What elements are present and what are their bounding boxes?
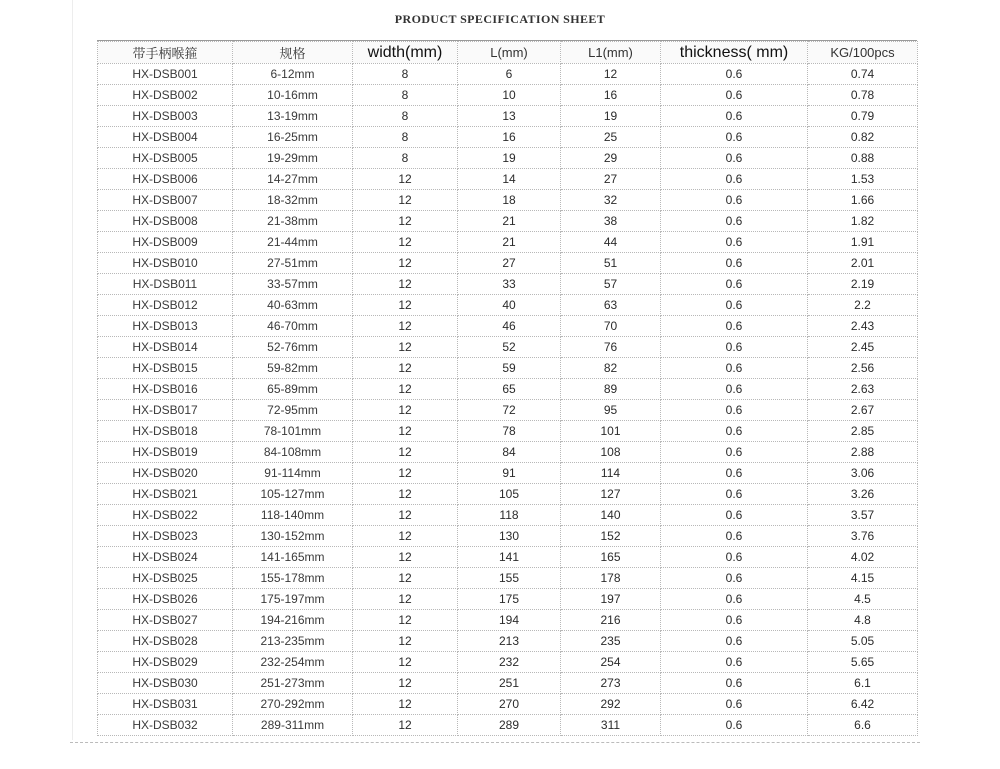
cell-l: 289 — [458, 715, 561, 736]
cell-l1: 235 — [561, 631, 661, 652]
cell-weight: 1.91 — [808, 232, 918, 253]
table-row — [98, 484, 918, 505]
header-product: 带手柄喉箍 — [98, 42, 233, 64]
cell-l1: 127 — [561, 484, 661, 505]
cell-weight: 2.56 — [808, 358, 918, 379]
cell-width: 12 — [353, 526, 458, 547]
cell-l: 72 — [458, 400, 561, 421]
cell-spec: 19-29mm — [233, 148, 353, 169]
cell-model: HX-DSB011 — [98, 274, 233, 295]
cell-thickness: 0.6 — [661, 106, 808, 127]
cell-l: 78 — [458, 421, 561, 442]
cell-weight: 2.43 — [808, 316, 918, 337]
cell-l: 251 — [458, 673, 561, 694]
cell-width: 12 — [353, 505, 458, 526]
cell-l1: 82 — [561, 358, 661, 379]
cell-l1: 51 — [561, 253, 661, 274]
cell-weight: 4.02 — [808, 547, 918, 568]
cell-thickness: 0.6 — [661, 253, 808, 274]
cell-l: 52 — [458, 337, 561, 358]
cell-l1: 25 — [561, 127, 661, 148]
cell-spec: 175-197mm — [233, 589, 353, 610]
cell-spec: 40-63mm — [233, 295, 353, 316]
header-row — [98, 42, 918, 64]
cell-weight: 6.1 — [808, 673, 918, 694]
cell-l: 21 — [458, 211, 561, 232]
cell-model: HX-DSB031 — [98, 694, 233, 715]
cell-l1: 95 — [561, 400, 661, 421]
cell-width: 12 — [353, 400, 458, 421]
cell-width: 12 — [353, 442, 458, 463]
cell-thickness: 0.6 — [661, 652, 808, 673]
cell-l1: 19 — [561, 106, 661, 127]
cell-l: 6 — [458, 64, 561, 85]
cell-weight: 0.79 — [808, 106, 918, 127]
cell-l: 91 — [458, 463, 561, 484]
cell-model: HX-DSB010 — [98, 253, 233, 274]
cell-model: HX-DSB030 — [98, 673, 233, 694]
cell-thickness: 0.6 — [661, 694, 808, 715]
cell-width: 8 — [353, 127, 458, 148]
header-width: width(mm) — [353, 42, 458, 64]
cell-spec: 130-152mm — [233, 526, 353, 547]
cell-thickness: 0.6 — [661, 610, 808, 631]
cell-width: 12 — [353, 484, 458, 505]
cell-thickness: 0.6 — [661, 64, 808, 85]
cell-weight: 3.26 — [808, 484, 918, 505]
table-row — [98, 694, 918, 715]
cell-weight: 0.78 — [808, 85, 918, 106]
cell-spec: 33-57mm — [233, 274, 353, 295]
cell-width: 12 — [353, 232, 458, 253]
cell-thickness: 0.6 — [661, 589, 808, 610]
cell-width: 12 — [353, 421, 458, 442]
cell-model: HX-DSB016 — [98, 379, 233, 400]
cell-l: 59 — [458, 358, 561, 379]
cell-thickness: 0.6 — [661, 295, 808, 316]
cell-l: 84 — [458, 442, 561, 463]
cell-l: 13 — [458, 106, 561, 127]
table-row — [98, 127, 918, 148]
cell-width: 8 — [353, 85, 458, 106]
cell-l1: 178 — [561, 568, 661, 589]
header-spec: 规格 — [233, 42, 353, 64]
cell-spec: 194-216mm — [233, 610, 353, 631]
table-row — [98, 85, 918, 106]
cell-l1: 311 — [561, 715, 661, 736]
cell-l1: 165 — [561, 547, 661, 568]
cell-l1: 44 — [561, 232, 661, 253]
header-l: L(mm) — [458, 42, 561, 64]
cell-spec: 105-127mm — [233, 484, 353, 505]
table-row — [98, 64, 918, 85]
cell-spec: 10-16mm — [233, 85, 353, 106]
table-row — [98, 232, 918, 253]
cell-l: 141 — [458, 547, 561, 568]
cell-width: 12 — [353, 316, 458, 337]
cell-spec: 141-165mm — [233, 547, 353, 568]
cell-thickness: 0.6 — [661, 463, 808, 484]
cell-l1: 273 — [561, 673, 661, 694]
cell-l: 46 — [458, 316, 561, 337]
cell-weight: 0.88 — [808, 148, 918, 169]
cell-l1: 292 — [561, 694, 661, 715]
cell-model: HX-DSB025 — [98, 568, 233, 589]
cell-width: 12 — [353, 379, 458, 400]
cell-thickness: 0.6 — [661, 232, 808, 253]
cell-weight: 1.66 — [808, 190, 918, 211]
cell-l: 16 — [458, 127, 561, 148]
cell-weight: 4.5 — [808, 589, 918, 610]
cell-width: 12 — [353, 463, 458, 484]
table-row — [98, 715, 918, 736]
cell-l: 40 — [458, 295, 561, 316]
cell-spec: 52-76mm — [233, 337, 353, 358]
cell-l: 19 — [458, 148, 561, 169]
table-row — [98, 274, 918, 295]
cell-thickness: 0.6 — [661, 484, 808, 505]
cell-width: 12 — [353, 211, 458, 232]
cell-thickness: 0.6 — [661, 631, 808, 652]
cell-thickness: 0.6 — [661, 421, 808, 442]
cell-l1: 70 — [561, 316, 661, 337]
cell-weight: 2.01 — [808, 253, 918, 274]
cell-spec: 270-292mm — [233, 694, 353, 715]
cell-weight: 4.15 — [808, 568, 918, 589]
table-row — [98, 295, 918, 316]
cell-model: HX-DSB004 — [98, 127, 233, 148]
cell-l: 65 — [458, 379, 561, 400]
table-row — [98, 358, 918, 379]
cell-weight: 6.42 — [808, 694, 918, 715]
table-row — [98, 463, 918, 484]
cell-l1: 76 — [561, 337, 661, 358]
table-row — [98, 253, 918, 274]
cell-thickness: 0.6 — [661, 211, 808, 232]
cell-l1: 216 — [561, 610, 661, 631]
cell-width: 12 — [353, 295, 458, 316]
cell-l1: 57 — [561, 274, 661, 295]
cell-spec: 78-101mm — [233, 421, 353, 442]
table-row — [98, 505, 918, 526]
sheet-title: PRODUCT SPECIFICATION SHEET — [394, 12, 606, 26]
cell-thickness: 0.6 — [661, 190, 808, 211]
cell-l1: 63 — [561, 295, 661, 316]
table-row — [98, 379, 918, 400]
cell-model: HX-DSB026 — [98, 589, 233, 610]
table-row — [98, 106, 918, 127]
cell-weight: 6.6 — [808, 715, 918, 736]
bottom-dashed-line — [70, 742, 920, 743]
cell-spec: 118-140mm — [233, 505, 353, 526]
cell-model: HX-DSB020 — [98, 463, 233, 484]
cell-thickness: 0.6 — [661, 274, 808, 295]
header-thickness: thickness( mm) — [661, 42, 808, 64]
cell-model: HX-DSB018 — [98, 421, 233, 442]
cell-spec: 84-108mm — [233, 442, 353, 463]
cell-width: 8 — [353, 64, 458, 85]
cell-l1: 29 — [561, 148, 661, 169]
cell-spec: 21-38mm — [233, 211, 353, 232]
cell-spec: 21-44mm — [233, 232, 353, 253]
cell-l: 14 — [458, 169, 561, 190]
table-row — [98, 190, 918, 211]
cell-model: HX-DSB009 — [98, 232, 233, 253]
cell-l1: 114 — [561, 463, 661, 484]
cell-weight: 2.45 — [808, 337, 918, 358]
cell-l: 33 — [458, 274, 561, 295]
cell-model: HX-DSB001 — [98, 64, 233, 85]
cell-spec: 14-27mm — [233, 169, 353, 190]
cell-model: HX-DSB015 — [98, 358, 233, 379]
cell-l1: 12 — [561, 64, 661, 85]
cell-spec: 16-25mm — [233, 127, 353, 148]
table-row — [98, 526, 918, 547]
cell-weight: 0.82 — [808, 127, 918, 148]
cell-weight: 5.05 — [808, 631, 918, 652]
cell-spec: 91-114mm — [233, 463, 353, 484]
cell-thickness: 0.6 — [661, 169, 808, 190]
header-l1: L1(mm) — [561, 42, 661, 64]
cell-l: 105 — [458, 484, 561, 505]
table-row — [98, 631, 918, 652]
cell-l: 213 — [458, 631, 561, 652]
cell-model: HX-DSB032 — [98, 715, 233, 736]
cell-l1: 38 — [561, 211, 661, 232]
table-row — [98, 673, 918, 694]
cell-model: HX-DSB023 — [98, 526, 233, 547]
cell-spec: 27-51mm — [233, 253, 353, 274]
cell-l1: 197 — [561, 589, 661, 610]
cell-l1: 108 — [561, 442, 661, 463]
table-row — [98, 211, 918, 232]
table-row — [98, 169, 918, 190]
cell-width: 12 — [353, 610, 458, 631]
cell-weight: 5.65 — [808, 652, 918, 673]
cell-width: 12 — [353, 358, 458, 379]
cell-model: HX-DSB008 — [98, 211, 233, 232]
cell-width: 12 — [353, 253, 458, 274]
cell-model: HX-DSB019 — [98, 442, 233, 463]
cell-thickness: 0.6 — [661, 400, 808, 421]
cell-width: 8 — [353, 106, 458, 127]
cell-thickness: 0.6 — [661, 379, 808, 400]
cell-weight: 2.67 — [808, 400, 918, 421]
cell-thickness: 0.6 — [661, 127, 808, 148]
cell-model: HX-DSB014 — [98, 337, 233, 358]
cell-l: 18 — [458, 190, 561, 211]
cell-model: HX-DSB017 — [98, 400, 233, 421]
table-row — [98, 316, 918, 337]
cell-spec: 251-273mm — [233, 673, 353, 694]
table-row — [98, 610, 918, 631]
table-row — [98, 589, 918, 610]
cell-l: 232 — [458, 652, 561, 673]
cell-weight: 1.82 — [808, 211, 918, 232]
cell-l: 194 — [458, 610, 561, 631]
cell-spec: 59-82mm — [233, 358, 353, 379]
cell-thickness: 0.6 — [661, 148, 808, 169]
cell-width: 12 — [353, 673, 458, 694]
cell-weight: 2.2 — [808, 295, 918, 316]
cell-l: 27 — [458, 253, 561, 274]
left-edge-line — [72, 0, 73, 740]
cell-width: 12 — [353, 589, 458, 610]
cell-width: 12 — [353, 568, 458, 589]
cell-model: HX-DSB022 — [98, 505, 233, 526]
cell-width: 12 — [353, 631, 458, 652]
cell-l1: 27 — [561, 169, 661, 190]
cell-thickness: 0.6 — [661, 358, 808, 379]
cell-spec: 13-19mm — [233, 106, 353, 127]
cell-l: 21 — [458, 232, 561, 253]
spec-table — [97, 41, 918, 736]
cell-l1: 16 — [561, 85, 661, 106]
cell-model: HX-DSB013 — [98, 316, 233, 337]
cell-model: HX-DSB012 — [98, 295, 233, 316]
cell-model: HX-DSB028 — [98, 631, 233, 652]
cell-l1: 32 — [561, 190, 661, 211]
cell-weight: 3.57 — [808, 505, 918, 526]
table-row — [98, 421, 918, 442]
cell-l1: 152 — [561, 526, 661, 547]
cell-spec: 155-178mm — [233, 568, 353, 589]
cell-width: 12 — [353, 652, 458, 673]
table-body — [98, 64, 918, 736]
table-row — [98, 547, 918, 568]
cell-thickness: 0.6 — [661, 673, 808, 694]
cell-model: HX-DSB024 — [98, 547, 233, 568]
cell-thickness: 0.6 — [661, 316, 808, 337]
cell-width: 12 — [353, 547, 458, 568]
cell-weight: 2.88 — [808, 442, 918, 463]
cell-model: HX-DSB029 — [98, 652, 233, 673]
table-row — [98, 568, 918, 589]
table-row — [98, 652, 918, 673]
cell-model: HX-DSB021 — [98, 484, 233, 505]
cell-width: 12 — [353, 715, 458, 736]
cell-l: 130 — [458, 526, 561, 547]
cell-spec: 6-12mm — [233, 64, 353, 85]
table-row — [98, 442, 918, 463]
cell-thickness: 0.6 — [661, 85, 808, 106]
cell-l: 270 — [458, 694, 561, 715]
header-weight: KG/100pcs — [808, 42, 918, 64]
cell-weight: 1.53 — [808, 169, 918, 190]
cell-thickness: 0.6 — [661, 337, 808, 358]
table-row — [98, 337, 918, 358]
cell-spec: 213-235mm — [233, 631, 353, 652]
cell-thickness: 0.6 — [661, 568, 808, 589]
cell-l1: 254 — [561, 652, 661, 673]
table-row — [98, 400, 918, 421]
cell-weight: 3.06 — [808, 463, 918, 484]
cell-width: 12 — [353, 169, 458, 190]
cell-l1: 101 — [561, 421, 661, 442]
cell-thickness: 0.6 — [661, 526, 808, 547]
cell-l: 155 — [458, 568, 561, 589]
cell-model: HX-DSB006 — [98, 169, 233, 190]
cell-weight: 3.76 — [808, 526, 918, 547]
cell-weight: 2.19 — [808, 274, 918, 295]
cell-model: HX-DSB002 — [98, 85, 233, 106]
cell-model: HX-DSB007 — [98, 190, 233, 211]
cell-spec: 65-89mm — [233, 379, 353, 400]
cell-l: 118 — [458, 505, 561, 526]
cell-spec: 46-70mm — [233, 316, 353, 337]
cell-spec: 289-311mm — [233, 715, 353, 736]
cell-l1: 140 — [561, 505, 661, 526]
cell-l: 10 — [458, 85, 561, 106]
cell-thickness: 0.6 — [661, 505, 808, 526]
cell-model: HX-DSB027 — [98, 610, 233, 631]
cell-model: HX-DSB003 — [98, 106, 233, 127]
cell-l: 175 — [458, 589, 561, 610]
cell-weight: 4.8 — [808, 610, 918, 631]
cell-spec: 72-95mm — [233, 400, 353, 421]
cell-weight: 0.74 — [808, 64, 918, 85]
cell-width: 12 — [353, 190, 458, 211]
cell-spec: 18-32mm — [233, 190, 353, 211]
cell-model: HX-DSB005 — [98, 148, 233, 169]
cell-l1: 89 — [561, 379, 661, 400]
cell-width: 8 — [353, 148, 458, 169]
cell-width: 12 — [353, 694, 458, 715]
table-row — [98, 148, 918, 169]
cell-thickness: 0.6 — [661, 547, 808, 568]
cell-thickness: 0.6 — [661, 715, 808, 736]
cell-weight: 2.63 — [808, 379, 918, 400]
cell-weight: 2.85 — [808, 421, 918, 442]
cell-spec: 232-254mm — [233, 652, 353, 673]
cell-width: 12 — [353, 337, 458, 358]
cell-thickness: 0.6 — [661, 442, 808, 463]
cell-width: 12 — [353, 274, 458, 295]
